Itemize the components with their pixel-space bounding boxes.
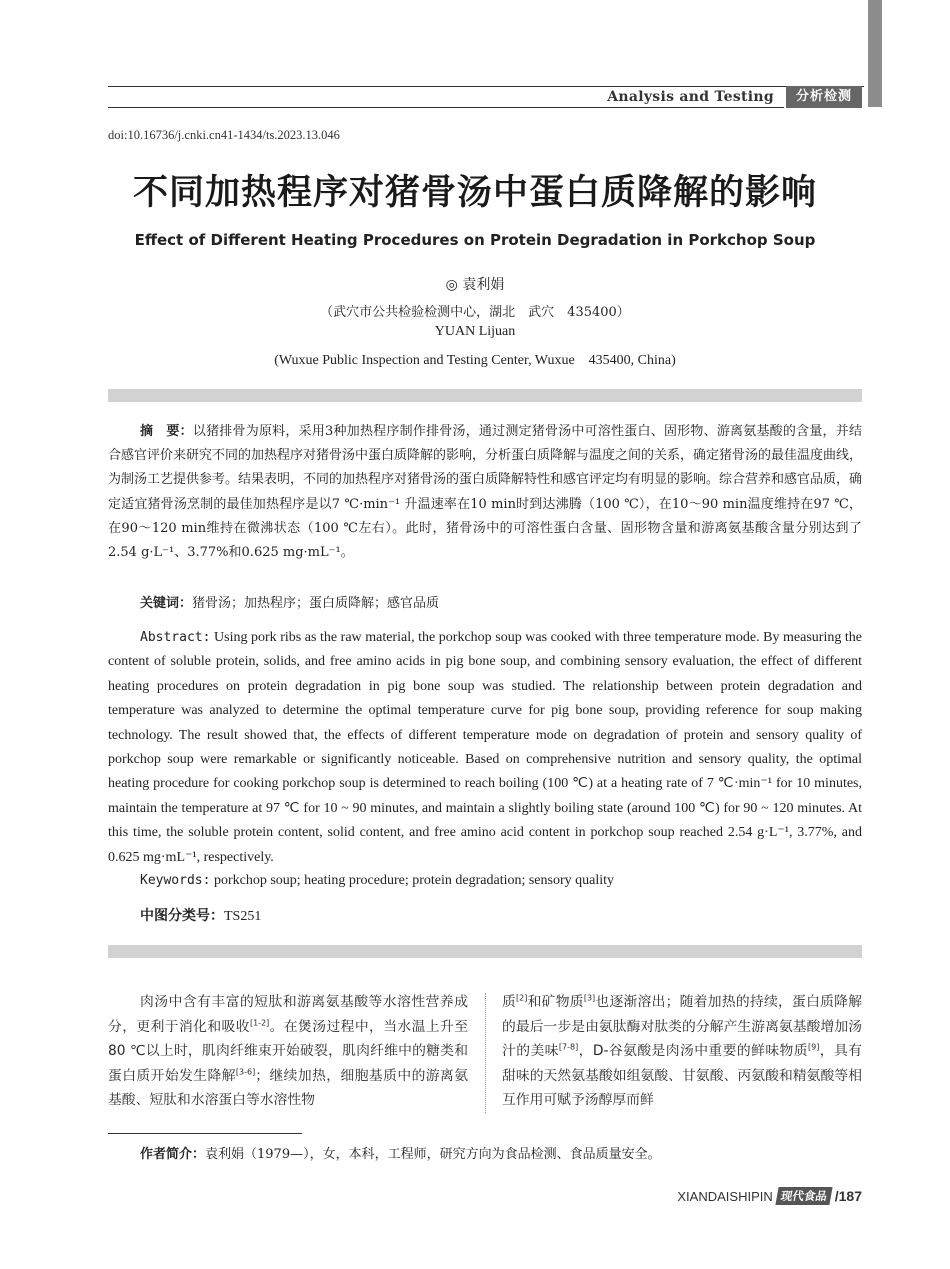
body-column-right <box>502 990 862 1113</box>
affiliation-en: (Wuxue Public Inspection and Testing Center, Wuxue 435400, China) <box>274 353 676 368</box>
citation: [2] <box>516 993 528 1003</box>
citation: [1-2] <box>249 1018 270 1027</box>
citation: [7-8] <box>558 1042 579 1052</box>
citation: [3] <box>583 993 596 1003</box>
header-rule-bottom <box>108 107 784 108</box>
page-footer <box>677 1187 862 1205</box>
clc-number <box>140 905 261 925</box>
body-text: 和矿物质 <box>527 994 584 1010</box>
section-name-en: Analysis and Testing <box>607 89 774 105</box>
abstract-cn <box>108 420 862 565</box>
footnote-text: 袁利娟（1979—），女，本科，工程师，研究方向为食品检测、食品质量安全。 <box>205 1147 661 1162</box>
keywords-cn-label: 关键词： <box>140 596 193 611</box>
journal-name-cn: 现代食品 <box>775 1187 832 1205</box>
body-text: 肉汤中含有丰富的短肽和游离氨基酸等水溶性营养成分，更利于消化和吸收 <box>108 994 468 1035</box>
body-text: ，具有甜味的天然氨基酸如组氨酸、甘氨酸、丙氨酸和精氨酸等相互作用可赋予汤醇厚而鲜 <box>502 1043 863 1109</box>
footnote-label: 作者简介： <box>140 1147 206 1162</box>
affiliation-cn: （武穴市公共检验检测中心，湖北 武穴 435400） <box>320 305 630 320</box>
title-en: Effect of Different Heating Procedures on Protein Degradation in Porkchop Soup <box>134 231 816 249</box>
keywords-en-text: porkchop soup; heating procedure; protein degradation; sensory quality <box>213 873 615 888</box>
title-cn: 不同加热程序对猪骨汤中蛋白质降解的影响 <box>132 173 817 213</box>
citation: [9] <box>808 1042 820 1052</box>
page-number: /187 <box>834 1188 862 1204</box>
keywords-en-label: Keywords: <box>140 873 211 888</box>
body-text: 也逐渐溶出；随着加热的持续，蛋白质降解的最后一步是由氨肽酶对肽类的分解产生游离氨基酸增加汤汁的美味 <box>502 994 863 1060</box>
author-en: YUAN Lijuan <box>434 324 516 339</box>
author-cn: ◎ 袁利娟 <box>445 277 505 293</box>
citation: [3-6] <box>235 1067 256 1077</box>
abstract-en-label: Abstract: <box>140 630 211 645</box>
footnote-rule <box>108 1133 302 1134</box>
body-text: ，D-谷氨酸是肉汤中重要的鲜味物质 <box>578 1043 808 1060</box>
abstract-cn-text: 以猪排骨为原料，采用3种加热程序制作排骨汤，通过测定猪骨汤中可溶性蛋白、固形物、游离氨基酸的含量，并结合感官评价来研究不同的加热程序对猪骨汤中蛋白质降解的影响，分析蛋白质降解与温度之间的关系，确定猪骨汤的最佳温度曲线，为制汤工艺提供参考。结果表明，不同的加热程序对猪骨汤的蛋白质降解特性和感官评定均有明显的影响。综合营养和感官品质，确定适宜猪骨汤烹制的最佳加热程序是以7 ℃·min⁻¹ 升温速率在10 min时到达沸腾（100 ℃），在10～90 min温度维持在97 ℃，在90～120 min维持在微沸状态（100 ℃左右）。此时，猪骨汤中的可溶性蛋白含量、固形物含量和游离氨基酸含量分别达到了2.54 g·L⁻¹、3.77%和0.625 mg·mL⁻¹。 <box>108 424 863 561</box>
column-divider <box>485 993 486 1113</box>
keywords-cn <box>140 592 439 611</box>
body-column-left <box>108 990 468 1113</box>
journal-name-en: XIANDAISHIPIN <box>677 1188 773 1204</box>
clc-label: 中图分类号： <box>140 908 224 924</box>
abstract-en <box>108 626 862 870</box>
author-bio-footnote <box>140 1143 661 1162</box>
body-text: 质 <box>502 994 517 1010</box>
section-name-cn: 分析检测 <box>786 86 862 108</box>
doi: doi:10.16736/j.cnki.cn41-1434/ts.2023.13.046 <box>108 128 340 142</box>
abstract-en-text: Using pork ribs as the raw material, the porkchop soup was cooked with three temperature mode. By measuring the content of soluble protein, solids, and free amino acids in pig bone soup, and combining sensory evaluation, the effect of different heating procedures on protein degradation in pig bone soup was studied. The relationship between protein degradation and temperature was analyzed to determine the optimal temperature curve for pig bone soup, providing reference for soup making technology. The result showed that, the effects of different temperature mode on degradation of protein and sensory quality of porkchop soup were remarkable or significantly noticeable. Based on comprehensive nutrition and sensory quality, the optimal heating procedure for cooking porkchop soup is determined to reach boiling (100 ℃) at a heating rate of 7 ℃·min⁻¹ for 10 minutes, maintain the temperature at 97 ℃ for 10 ~ 90 minutes, and maintain a slightly boiling state (around 100 ℃) for 90 ~ 120 minutes. At this time, the soluble protein content, solid content, and free amino acid content in porkchop soup reached 2.54 g·L⁻¹, 3.77%, and 0.625 mg·mL⁻¹, respectively. <box>108 630 862 865</box>
keywords-cn-text: 猪骨汤；加热程序；蛋白质降解；感官品质 <box>192 596 440 611</box>
divider-band-bottom <box>108 945 862 958</box>
side-color-bar <box>868 0 882 107</box>
clc-value: TS251 <box>224 909 262 924</box>
header-rule-top <box>108 86 864 87</box>
abstract-cn-label: 摘 要： <box>140 424 193 439</box>
body-text: 。在煲汤过程中，当水温上升至80 ℃以上时，肌肉纤维束开始破裂，肌肉纤维中的糖类和蛋白质开始发生降解 <box>108 1018 468 1084</box>
divider-band-top <box>108 389 862 402</box>
keywords-en <box>140 873 614 889</box>
body-text: ；继续加热，细胞基质中的游离氨基酸、短肽和水溶蛋白等水溶性物 <box>108 1067 469 1109</box>
